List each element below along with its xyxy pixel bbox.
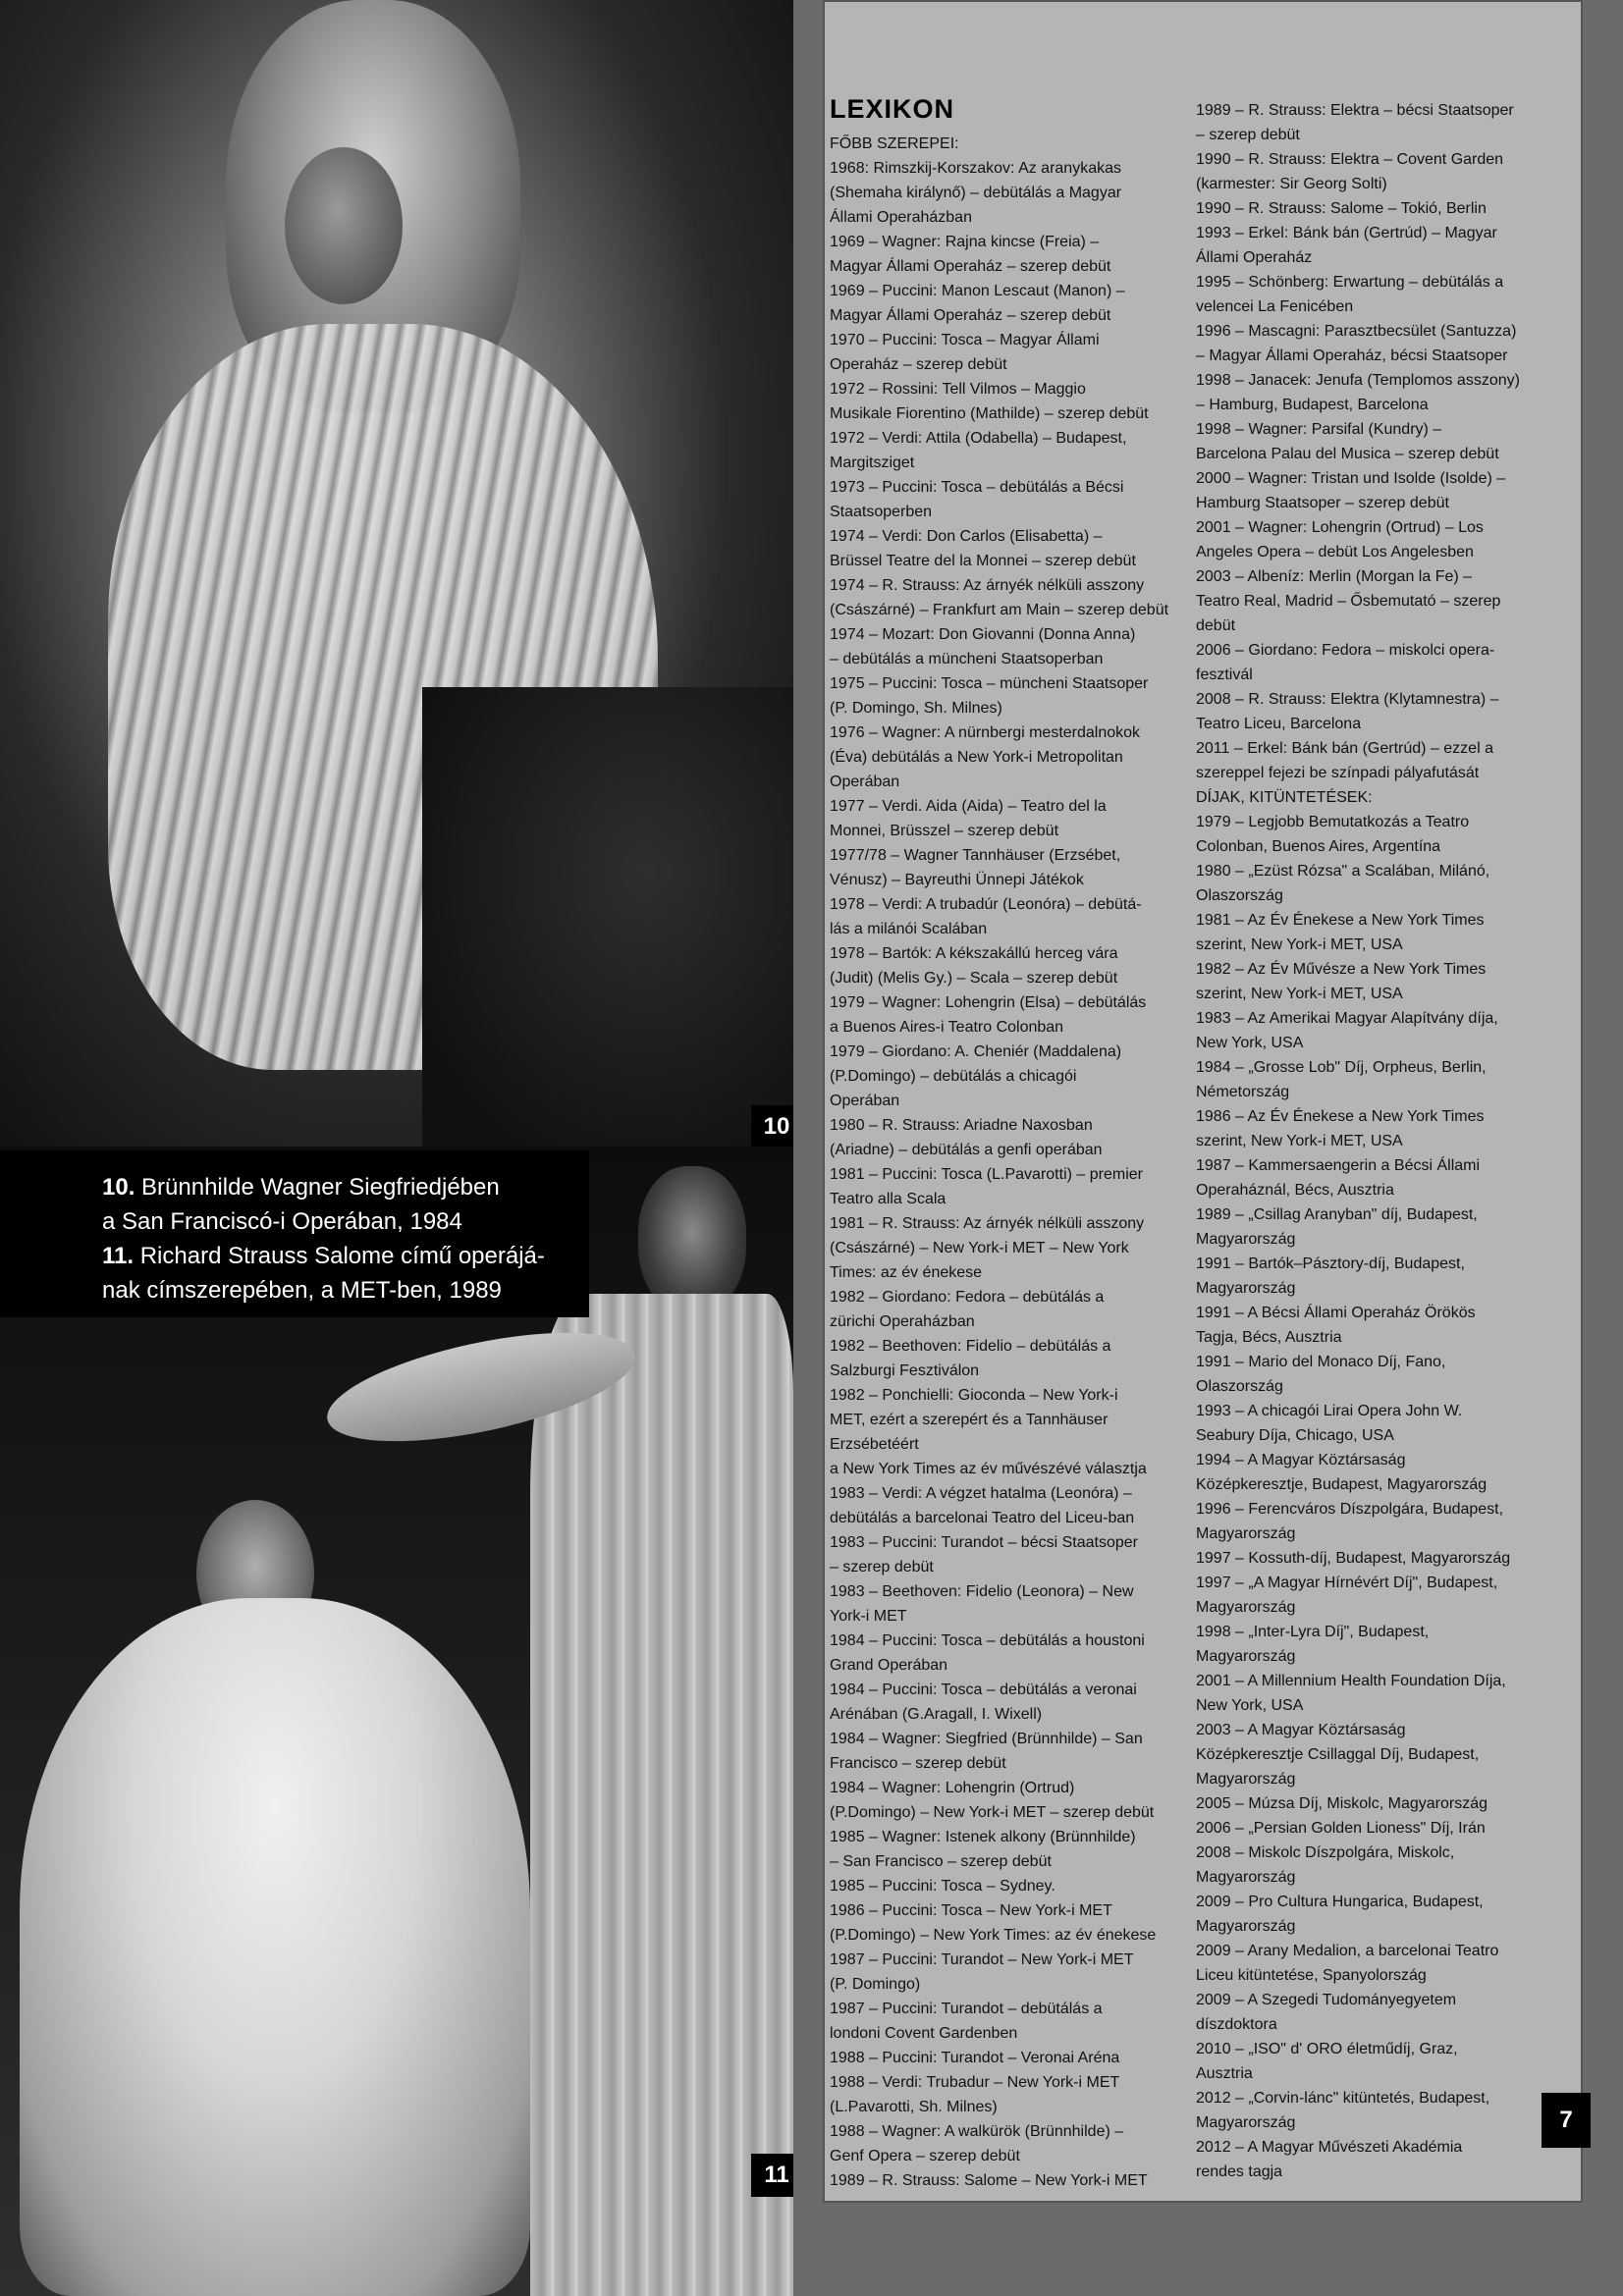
lexikon-line: 1991 – Mario del Monaco Díj, Fano, — [1196, 1354, 1446, 1370]
lexikon-line: 1973 – Puccini: Tosca – debütálás a Bécsi — [830, 479, 1124, 496]
lexikon-line: 1984 – Puccini: Tosca – debütálás a veronai — [830, 1682, 1137, 1698]
lexikon-line: Magyarország — [1196, 1771, 1296, 1788]
photo-man-robe — [530, 1294, 793, 2296]
photo-figure-face — [285, 147, 403, 304]
photo-number-10: 10 — [751, 1105, 802, 1148]
lexikon-line: (Ariadne) – debütálás a genfi operában — [830, 1142, 1103, 1158]
lexikon-line: Barcelona Palau del Musica – szerep debüt — [1196, 446, 1499, 462]
lexikon-line: 1998 – „Inter-Lyra Díj", Budapest, — [1196, 1624, 1430, 1640]
lexikon-line: – debütálás a müncheni Staatsoperban — [830, 651, 1104, 667]
lexikon-line: Salzburgi Fesztiválon — [830, 1362, 980, 1379]
lexikon-line: 1977 – Verdi. Aida (Aida) – Teatro del la — [830, 798, 1107, 815]
lexikon-line: 1978 – Bartók: A kékszakállú herceg vára — [830, 945, 1118, 962]
lexikon-line: Magyarország — [1196, 1918, 1296, 1935]
lexikon-line: 1987 – Puccini: Turandot – New York-i MET — [830, 1951, 1134, 1968]
lexikon-line: fesztivál — [1196, 667, 1253, 683]
photo-brunnhilde — [0, 0, 793, 1148]
lexikon-line: szerint, New York-i MET, USA — [1196, 936, 1403, 953]
photo-number-11: 11 — [751, 2154, 802, 2197]
lexikon-line: Magyarország — [1196, 1869, 1296, 1886]
lexikon-line: 1985 – Wagner: Istenek alkony (Brünnhilde) — [830, 1829, 1136, 1845]
lexikon-line: 2003 – Albeníz: Merlin (Morgan la Fe) – — [1196, 568, 1473, 585]
lexikon-line: (P. Domingo) — [830, 1976, 921, 1993]
lexikon-line: velencei La Fenicében — [1196, 298, 1354, 315]
lexikon-line: 1983 – Verdi: A végzet hatalma (Leonóra) – — [830, 1485, 1132, 1502]
lexikon-line: 1978 – Verdi: A trubadúr (Leonóra) – debütá- — [830, 896, 1142, 913]
lexikon-line: – szerep debüt — [1196, 127, 1300, 143]
lexikon-line: Liceu kitüntetése, Spanyolország — [1196, 1967, 1427, 1984]
lexikon-line: lás a milánói Scalában — [830, 921, 988, 937]
caption-line-2: a San Franciscó-i Operában, 1984 — [102, 1208, 462, 1235]
lexikon-line: Olaszország — [1196, 1378, 1283, 1395]
lexikon-line: (Éva) debütálás a New York-i Metropolitan — [830, 749, 1123, 766]
lexikon-line: Operában — [830, 1093, 900, 1109]
caption-line-3: Richard Strauss Salome című operájá- — [134, 1243, 545, 1269]
lexikon-line: Times: az év énekese — [830, 1264, 983, 1281]
lexikon-line: 1969 – Puccini: Manon Lescaut (Manon) – — [830, 283, 1125, 299]
lexikon-line: 1997 – „A Magyar Hírnévért Díj", Budapest, — [1196, 1575, 1498, 1591]
lexikon-line: (Császárné) – New York-i MET – New York — [830, 1240, 1129, 1256]
lexikon-line: (karmester: Sir Georg Solti) — [1196, 176, 1387, 192]
lexikon-line: Magyarország — [1196, 2114, 1296, 2131]
lexikon-line: Tagja, Bécs, Ausztria — [1196, 1329, 1342, 1346]
lexikon-line: Ausztria — [1196, 2065, 1253, 2082]
page-number: 7 — [1542, 2093, 1591, 2148]
lexikon-line: Operában — [830, 774, 900, 790]
lexikon-line: (L.Pavarotti, Sh. Milnes) — [830, 2099, 998, 2115]
photo-man-head — [638, 1166, 746, 1313]
lexikon-line: Francisco – szerep debüt — [830, 1755, 1006, 1772]
caption-number-11: 11. — [102, 1243, 135, 1269]
lexikon-line: Magyarország — [1196, 1280, 1296, 1297]
lexikon-line: 1984 – Puccini: Tosca – debütálás a houstoni — [830, 1632, 1145, 1649]
lexikon-heading: LEXIKON — [830, 94, 955, 124]
lexikon-line: 1993 – Erkel: Bánk bán (Gertrúd) – Magyar — [1196, 225, 1497, 241]
lexikon-line: Németország — [1196, 1084, 1290, 1100]
photo-rock — [422, 687, 793, 1148]
lexikon-line: 1984 – Wagner: Siegfried (Brünnhilde) – San — [830, 1731, 1143, 1747]
lexikon-line: 1982 – Az Év Művésze a New York Times — [1196, 961, 1487, 978]
lexikon-line: (P.Domingo) – New York Times: az év énekese — [830, 1927, 1157, 1944]
lexikon-line: New York, USA — [1196, 1697, 1304, 1714]
lexikon-line: 1980 – R. Strauss: Ariadne Naxosban — [830, 1117, 1093, 1134]
lexikon-line: 1989 – R. Strauss: Elektra – bécsi Staatsoper — [1196, 102, 1514, 119]
lexikon-line: 2000 – Wagner: Tristan und Isolde (Isolde) – — [1196, 470, 1506, 487]
lexikon-line: Seabury Díja, Chicago, USA — [1196, 1427, 1394, 1444]
lexikon-line: 2005 – Múzsa Díj, Miskolc, Magyarország — [1196, 1795, 1488, 1812]
lexikon-line: (Császárné) – Frankfurt am Main – szerep debüt — [830, 602, 1169, 618]
lexikon-line: Musikale Fiorentino (Mathilde) – szerep debüt — [830, 405, 1149, 422]
lexikon-line: 1990 – R. Strauss: Salome – Tokió, Berlin — [1196, 200, 1487, 217]
lexikon-line: Magyar Állami Operaház – szerep debüt — [830, 258, 1111, 275]
lexikon-line: 2011 – Erkel: Bánk bán (Gertrúd) – ezzel a — [1196, 740, 1493, 757]
lexikon-line: 1993 – A chicagói Lirai Opera John W. — [1196, 1403, 1463, 1419]
lexikon-line: 2012 – A Magyar Művészeti Akadémia — [1196, 2139, 1463, 2156]
lexikon-line: Magyarország — [1196, 1231, 1296, 1248]
lexikon-line: 1982 – Giordano: Fedora – debütálás a — [830, 1289, 1105, 1306]
lexikon-line: a New York Times az év művészévé választja — [830, 1461, 1147, 1477]
lexikon-line: 1984 – Wagner: Lohengrin (Ortrud) — [830, 1780, 1075, 1796]
lexikon-line: 2009 – A Szegedi Tudományegyetem — [1196, 1992, 1457, 2008]
lexikon-line: (P. Domingo, Sh. Milnes) — [830, 700, 1002, 717]
lexikon-line: Operaház – szerep debüt — [830, 356, 1007, 373]
lexikon-line: a Buenos Aires-i Teatro Colonban — [830, 1019, 1064, 1036]
lexikon-line: 1998 – Janacek: Jenufa (Templomos asszony) — [1196, 372, 1520, 389]
lexikon-line: 1970 – Puccini: Tosca – Magyar Állami — [830, 332, 1100, 348]
lexikon-line: 2006 – Giordano: Fedora – miskolci opera- — [1196, 642, 1495, 659]
lexikon-line: 1980 – „Ezüst Rózsa" a Scalában, Milánó, — [1196, 863, 1490, 880]
lexikon-line: Monnei, Brüsszel – szerep debüt — [830, 823, 1059, 839]
lexikon-line: Margitsziget — [830, 454, 915, 471]
lexikon-line: (P.Domingo) – debütálás a chicagói — [830, 1068, 1077, 1085]
lexikon-line: (Shemaha királynő) – debütálás a Magyar — [830, 185, 1122, 201]
lexikon-line: 2008 – R. Strauss: Elektra (Klytamnestra) – — [1196, 691, 1499, 708]
lexikon-line: DÍJAK, KITÜNTETÉSEK: — [1196, 789, 1373, 806]
lexikon-line: szerint, New York-i MET, USA — [1196, 1133, 1403, 1149]
lexikon-line: 1974 – Mozart: Don Giovanni (Donna Anna) — [830, 626, 1136, 643]
lexikon-line: Vénusz) – Bayreuthi Ünnepi Játékok — [830, 872, 1084, 888]
lexikon-line: 1994 – A Magyar Köztársaság — [1196, 1452, 1406, 1468]
lexikon-line: 2009 – Arany Medalion, a barcelonai Teatro — [1196, 1943, 1499, 1959]
photo-caption — [102, 1170, 573, 1308]
lexikon-line: Állami Operaházban — [830, 209, 972, 226]
lexikon-line: 1983 – Beethoven: Fidelio (Leonora) – New — [830, 1583, 1134, 1600]
lexikon-line: Grand Operában — [830, 1657, 948, 1674]
lexikon-line: Teatro alla Scala — [830, 1191, 947, 1207]
lexikon-line: debütálás a barcelonai Teatro del Liceu-ban — [830, 1510, 1135, 1526]
lexikon-line: 1988 – Puccini: Turandot – Veronai Aréna — [830, 2050, 1120, 2066]
lexikon-line: 1974 – R. Strauss: Az árnyék nélküli asszony — [830, 577, 1145, 594]
lexikon-line: 1995 – Schönberg: Erwartung – debütálás a — [1196, 274, 1504, 291]
lexikon-line: 1968: Rimszkij-Korszakov: Az aranykakas — [830, 160, 1121, 177]
lexikon-line: Állami Operaház — [1196, 249, 1313, 266]
lexikon-line: 2003 – A Magyar Köztársaság — [1196, 1722, 1406, 1738]
lexikon-line: debüt — [1196, 617, 1236, 634]
lexikon-line: díszdoktora — [1196, 2016, 1277, 2033]
lexikon-line: FŐBB SZEREPEI: — [830, 135, 959, 152]
photo-woman-dress — [20, 1598, 530, 2296]
lexikon-line: 1987 – Puccini: Turandot – debütálás a — [830, 2001, 1103, 2017]
lexikon-line: Operaháznál, Bécs, Ausztria — [1196, 1182, 1394, 1199]
lexikon-line: 1989 – „Csillag Aranyban" díj, Budapest, — [1196, 1206, 1478, 1223]
lexikon-line: Arénában (G.Aragall, I. Wixell) — [830, 1706, 1043, 1723]
lexikon-line: Magyarország — [1196, 1525, 1296, 1542]
lexikon-line: Brüssel Teatre del la Monnei – szerep debüt — [830, 553, 1136, 569]
lexikon-line: Angeles Opera – debüt Los Angelesben — [1196, 544, 1474, 561]
lexikon-line: rendes tagja — [1196, 2163, 1283, 2180]
lexikon-line: 1982 – Beethoven: Fidelio – debütálás a — [830, 1338, 1111, 1355]
lexikon-line: 1983 – Az Amerikai Magyar Alapítvány díja, — [1196, 1010, 1498, 1027]
lexikon-line: 1976 – Wagner: A nürnbergi mesterdalnokok — [830, 724, 1141, 741]
lexikon-line: Magyarország — [1196, 1648, 1296, 1665]
lexikon-line: 1989 – R. Strauss: Salome – New York-i MET — [830, 2172, 1148, 2189]
lexikon-line: 1979 – Giordano: A. Cheniér (Maddalena) — [830, 1043, 1122, 1060]
lexikon-line: 1977/78 – Wagner Tannhäuser (Erzsébet, — [830, 847, 1121, 864]
lexikon-line: 1998 – Wagner: Parsifal (Kundry) – — [1196, 421, 1442, 438]
lexikon-line: – San Francisco – szerep debüt — [830, 1853, 1052, 1870]
lexikon-line: Erzsébetéért — [830, 1436, 919, 1453]
lexikon-line: 1972 – Rossini: Tell Vilmos – Maggio — [830, 381, 1086, 398]
lexikon-line: MET, ezért a szerepért és a Tannhäuser — [830, 1412, 1109, 1428]
photo-salome — [0, 1147, 793, 2296]
lexikon-line: zürichi Operaházban — [830, 1313, 975, 1330]
lexikon-line: – Hamburg, Budapest, Barcelona — [1196, 397, 1429, 413]
lexikon-line: 2009 – Pro Cultura Hungarica, Budapest, — [1196, 1894, 1484, 1910]
lexikon-line: 1988 – Verdi: Trubadur – New York-i MET — [830, 2074, 1120, 2091]
lexikon-line: 1984 – „Grosse Lob" Díj, Orpheus, Berlin, — [1196, 1059, 1487, 1076]
lexikon-line: 1987 – Kammersaengerin a Bécsi Állami — [1196, 1157, 1481, 1174]
lexikon-line: 1986 – Puccini: Tosca – New York-i MET — [830, 1902, 1112, 1919]
lexikon-line: Staatsoperben — [830, 504, 933, 520]
lexikon-line: 1996 – Ferencváros Díszpolgára, Budapest, — [1196, 1501, 1504, 1518]
lexikon-line: londoni Covent Gardenben — [830, 2025, 1018, 2042]
lexikon-line: New York, USA — [1196, 1035, 1304, 1051]
lexikon-line: szereppel fejezi be színpadi pályafutását — [1196, 765, 1480, 781]
lexikon-line: Teatro Real, Madrid – Ősbemutató – szerep — [1196, 593, 1501, 610]
lexikon-line: 1974 – Verdi: Don Carlos (Elisabetta) – — [830, 528, 1103, 545]
lexikon-line: 1996 – Mascagni: Parasztbecsület (Santuzza) — [1196, 323, 1517, 340]
lexikon-line: szerint, New York-i MET, USA — [1196, 986, 1403, 1002]
lexikon-line: York-i MET — [830, 1608, 907, 1625]
lexikon-line: Magyar Állami Operaház – szerep debüt — [830, 307, 1111, 324]
caption-line-1: Brünnhilde Wagner Siegfriedjében — [135, 1174, 500, 1201]
lexikon-line: 1991 – A Bécsi Állami Operaház Örökös — [1196, 1305, 1476, 1321]
lexikon-line: Középkeresztje Csillaggal Díj, Budapest, — [1196, 1746, 1480, 1763]
lexikon-line: 1997 – Kossuth-díj, Budapest, Magyarország — [1196, 1550, 1511, 1567]
lexikon-line: 1979 – Wagner: Lohengrin (Elsa) – debütálás — [830, 994, 1147, 1011]
lexikon-line: Olaszország — [1196, 887, 1283, 904]
lexikon-line: 2010 – „ISO" d' ORO életműdíj, Graz, — [1196, 2041, 1458, 2057]
lexikon-column-1 — [830, 98, 1183, 2193]
lexikon-line: 1981 – R. Strauss: Az árnyék nélküli asszony — [830, 1215, 1145, 1232]
lexikon-line: Genf Opera – szerep debüt — [830, 2148, 1020, 2164]
lexikon-line: 1990 – R. Strauss: Elektra – Covent Garden — [1196, 151, 1504, 168]
lexikon-line: 2006 – „Persian Golden Lioness" Díj, Irán — [1196, 1820, 1486, 1837]
lexikon-line: 1969 – Wagner: Rajna kincse (Freia) – — [830, 234, 1100, 250]
lexikon-line: 1991 – Bartók–Pásztory-díj, Budapest, — [1196, 1255, 1465, 1272]
lexikon-line: 1979 – Legjobb Bemutatkozás a Teatro — [1196, 814, 1470, 830]
lexikon-line: 2012 – „Corvin-lánc" kitüntetés, Budapest, — [1196, 2090, 1490, 2107]
caption-number-10: 10. — [102, 1174, 135, 1201]
lexikon-line: (P.Domingo) – New York-i MET – szerep debüt — [830, 1804, 1155, 1821]
lexikon-line: 1988 – Wagner: A walkürök (Brünnhilde) – — [830, 2123, 1124, 2140]
lexikon-line: 2008 – Miskolc Díszpolgára, Miskolc, — [1196, 1844, 1455, 1861]
lexikon-line: Teatro Liceu, Barcelona — [1196, 716, 1362, 732]
lexikon-line: 1981 – Az Év Énekese a New York Times — [1196, 912, 1485, 929]
lexikon-line: 1983 – Puccini: Turandot – bécsi Staatsoper — [830, 1534, 1138, 1551]
lexikon-line: – Magyar Állami Operaház, bécsi Staatsoper — [1196, 347, 1508, 364]
lexikon-line: (Judit) (Melis Gy.) – Scala – szerep debüt — [830, 970, 1118, 987]
lexikon-line: 1982 – Ponchielli: Gioconda – New York-i — [830, 1387, 1118, 1404]
lexikon-line: 1981 – Puccini: Tosca (L.Pavarotti) – premier — [830, 1166, 1143, 1183]
lexikon-line: Magyarország — [1196, 1599, 1296, 1616]
lexikon-line: 2001 – A Millennium Health Foundation Díja, — [1196, 1673, 1506, 1689]
lexikon-line: 1986 – Az Év Énekese a New York Times — [1196, 1108, 1485, 1125]
caption-line-4: nak címszerepében, a MET-ben, 1989 — [102, 1277, 502, 1304]
lexikon-line: Hamburg Staatsoper – szerep debüt — [1196, 495, 1449, 511]
lexikon-line: 1972 – Verdi: Attila (Odabella) – Budapest, — [830, 430, 1127, 447]
lexikon-line: 2001 – Wagner: Lohengrin (Ortrud) – Los — [1196, 519, 1484, 536]
lexikon-line: 1985 – Puccini: Tosca – Sydney. — [830, 1878, 1055, 1895]
lexikon-line: Középkeresztje, Budapest, Magyarország — [1196, 1476, 1488, 1493]
lexikon-line: 1975 – Puccini: Tosca – müncheni Staatsoper — [830, 675, 1149, 692]
lexikon-line: Colonban, Buenos Aires, Argentína — [1196, 838, 1441, 855]
lexikon-line: – szerep debüt — [830, 1559, 934, 1575]
lexikon-column-2 — [1196, 98, 1549, 2184]
